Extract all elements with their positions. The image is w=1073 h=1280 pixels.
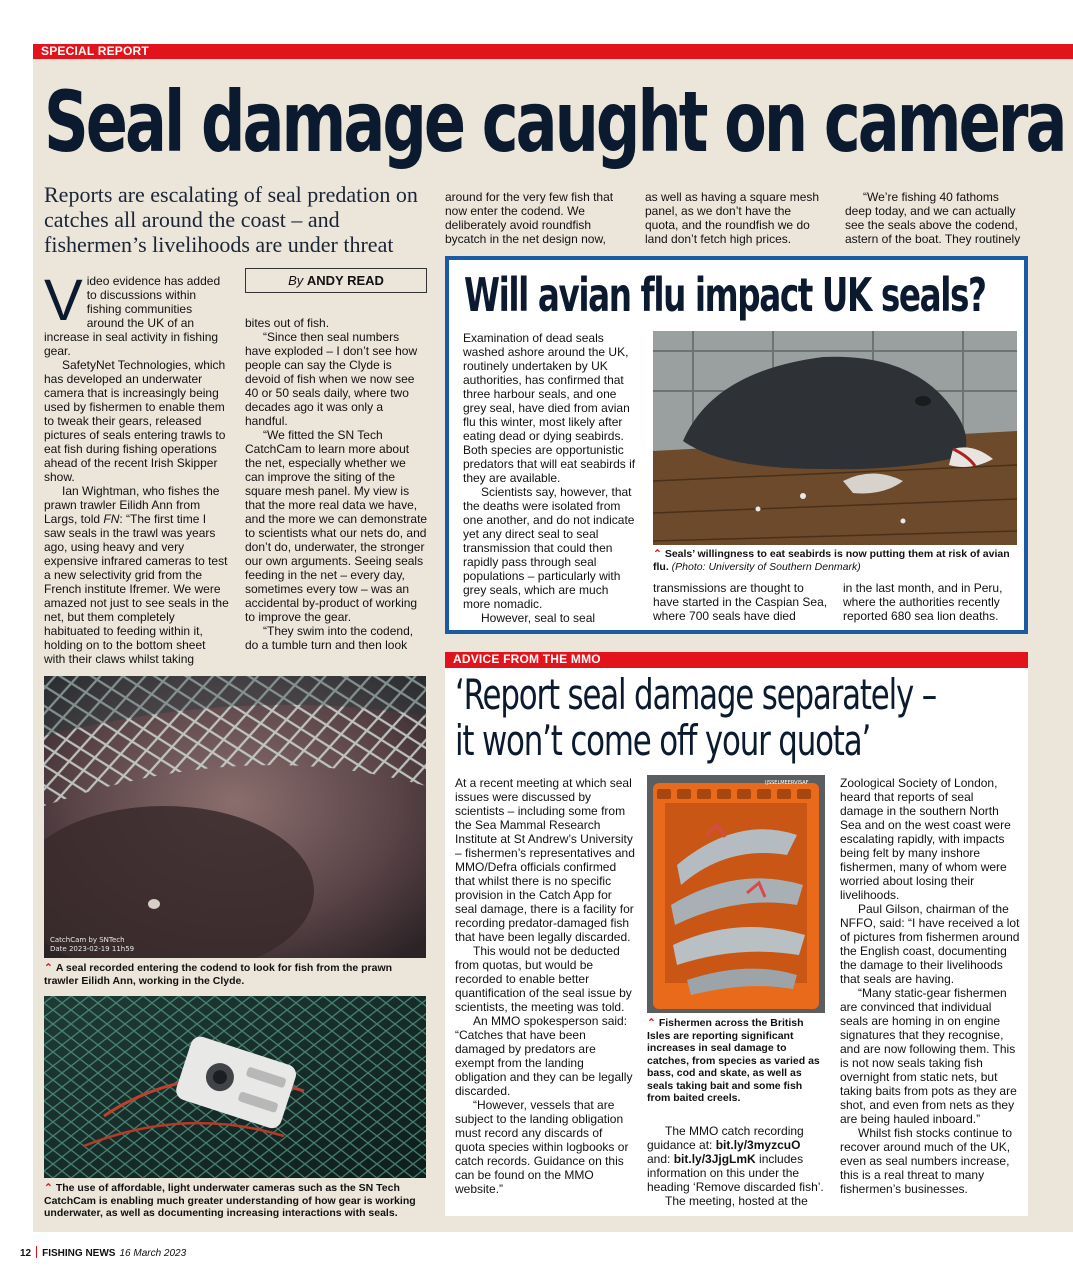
- caret-up-icon: ⌃: [44, 1182, 53, 1194]
- catchcam-net-image: [44, 996, 426, 1178]
- article-paragraph: Examination of dead seals washed ashore around the UK, routinely undertaken by UK authorities, has confirmed that three harbour seals, and one grey seal, have died from avian flu this winter, most likely after eating dead or dying seabirds. Both species are opportunistic predators that will eat seabirds if they are available.: [463, 331, 636, 485]
- standfirst: Reports are escalating of seal predation on catches all around the coast – and fishermen’s livelihoods are under threat: [44, 182, 418, 257]
- mmo-label-text: ADVICE FROM THE MMO: [453, 652, 601, 666]
- photo1-caption: [44, 962, 426, 987]
- caret-up-icon: ⌃: [44, 962, 53, 974]
- main-article-col2: [245, 316, 428, 652]
- camera-overlay-line2: Date 2023-02-19 11h59: [50, 945, 135, 953]
- article-paragraph: “Many static-gear fishermen are convinced that individual seals are homing in on engine signatures that they recognise, and are now following them. This is not now seals taking fish overnight from static nets, but taking baits from pots as they are shot, and even from nets as they are being hauled inboard.”: [840, 986, 1017, 1126]
- caption-text: Fishermen across the British Isles are reporting significant increases in seal damage to catches, from species as varied as bass, cod and skate, as well as seals taking bait and some fish from baited creels.: [647, 1017, 820, 1104]
- caption-text: A seal recorded entering the codend to look for fish from the prawn trawler Eilidh Ann, working in the Clyde.: [44, 962, 393, 987]
- mmo-headline: [455, 672, 1043, 764]
- article-paragraph: An MMO spokesperson said: “Catches that have been damaged by predators are exempt from the landing obligation and they can be legally discarded.: [455, 1014, 633, 1098]
- byline: [245, 268, 427, 293]
- caret-up-icon: ⌃: [653, 548, 662, 560]
- text-run: : “The first time I saw seals in the trawl was years ago, using heavy and very expensive infrared cameras to test a new selectivity grid from the French institute Ifremer. We were amazed not just to see seals in the net, but them completely habituated to feeding within it, holding on to the bottom sheet with their claws whilst taking: [44, 512, 229, 666]
- photo-credit: (Photo: University of Southern Denmark): [671, 560, 861, 573]
- main-article-col1: [44, 268, 230, 666]
- avian-flu-col1: [463, 331, 637, 625]
- article-paragraph: [647, 1124, 827, 1194]
- mmo-col1: [455, 776, 635, 1196]
- drop-cap: V: [44, 268, 83, 333]
- byline-author: ANDY READ: [306, 273, 384, 288]
- article-paragraph: “We’re fishing 40 fathoms deep today, and we can actually see the seals above the codend, astern of the boat. They routinely: [845, 190, 1021, 246]
- section-label-text: SPECIAL REPORT: [41, 44, 149, 58]
- crate-stencil-text: IJSSELMEERVISAF: [765, 780, 809, 786]
- article-paragraph: “Since then seal numbers have exploded – I don’t see how people can say the Clyde is devoid of fish when we now see 40 or 50 seals daily, where two decades ago it was only a handful.: [245, 330, 418, 428]
- article-paragraph: “We fitted the SN Tech CatchCam to learn more about the net, especially whether we can improve the siting of the square mesh panel. My view is that the more real data we have, and the more we can demonstrate to scientists what our nets do, and don’t do, underwater, the stronger our own arguments. Seeing seals feeding in the net – every day, sometimes every tow – was an accidental by-product of working to improve the gear.: [245, 428, 428, 624]
- caption-text: The use of affordable, light underwater cameras such as the SN Tech CatchCam is enabling much greater understanding of how gear is working underwater, as well as documenting increasing interactions with seals.: [44, 1182, 416, 1219]
- page-footer: [20, 1246, 186, 1260]
- main-article-col3: around for the very few fish that now enter the codend. We deliberately avoid roundfish bycatch in the net design now,: [445, 190, 614, 246]
- article-paragraph: The meeting, hosted at the: [665, 1194, 808, 1208]
- avian-flu-headline: Will avian flu impact UK seals?: [464, 268, 986, 322]
- lead-text: ideo evidence has added to discussions within fishing communities around the UK of an increase in seal activity in fishing gear.: [44, 274, 221, 358]
- grey-seal-photo: [653, 331, 1017, 545]
- text-run: Ian Wightman, who fishes the prawn trawler Eilidh Ann from Largs, told: [44, 484, 220, 526]
- mmo-headline-line2: it won’t come off your quota’: [455, 716, 871, 765]
- avian-flu-col3: in the last month, and in Peru, where the authorities recently reported 680 sea lion deaths.: [843, 581, 1003, 623]
- text-run: and:: [647, 1152, 674, 1166]
- publication-abbrev: FN: [103, 512, 120, 526]
- fish-crate-photo: [647, 775, 825, 1013]
- article-paragraph: [44, 484, 230, 666]
- section-label: [33, 44, 1073, 59]
- camera-overlay-line1: CatchCam by SNTech: [50, 936, 125, 944]
- mmo-headline-line1: ‘Report seal damage separately –: [455, 670, 937, 719]
- article-paragraph: Whilst fish stocks continue to recover around much of the UK, even as seal numbers increase, this is a real threat to many fishermen’s businesses.: [840, 1126, 1013, 1196]
- mmo-col2: [647, 1124, 827, 1208]
- article-paragraph: Scientists say, however, that the deaths were isolated from one another, and do not indicate yet any direct seal to seal transmission that could then rapidly pass through seal populations – particularly with grey seals, which are much more nomadic.: [463, 485, 635, 611]
- caret-up-icon: ⌃: [647, 1017, 656, 1029]
- article-paragraph: SafetyNet Technologies, which has developed an underwater camera that is increasingly being used by fishermen to enable them to tweak their gears, released pictures of seals entering trawls to eat fish during fishing operations ahead of the recent Irish Skipper show.: [44, 358, 226, 484]
- guidance-link-1[interactable]: bit.ly/3myzcuO: [715, 1138, 801, 1152]
- fish-in-crate-image: [647, 775, 825, 1013]
- guidance-link-2[interactable]: bit.ly/3JjgLmK: [673, 1152, 756, 1166]
- article-paragraph: “However, vessels that are subject to the landing obligation must record any discards of quota species within logbooks or catch records. Guidance on this can be found on the MMO website.”: [455, 1098, 629, 1196]
- main-article-col5: [845, 190, 1027, 246]
- main-headline: Seal damage caught on camera: [44, 73, 1065, 171]
- photo2-caption: [44, 1182, 426, 1220]
- seal-eating-bird-image: [653, 331, 1017, 545]
- publication-name: FISHING NEWS: [42, 1248, 116, 1259]
- page-number: 12: [20, 1248, 32, 1259]
- main-article-col4: as well as having a square mesh panel, as we don’t have the quota, and the roundfish we do land don’t fetch high prices.: [645, 190, 820, 246]
- text-run: The MMO catch recording guidance at:: [647, 1124, 804, 1152]
- article-paragraph: bites out of fish.: [245, 316, 330, 330]
- avian-flu-caption: [653, 548, 1017, 573]
- mmo-col3: [840, 776, 1020, 1196]
- article-paragraph: “They swim into the codend, do a tumble turn and then look: [245, 624, 414, 652]
- footer-divider: [36, 1246, 37, 1258]
- mmo-section-label: [445, 652, 1028, 668]
- text-run: includes information on this under the heading ‘Remove discarded fish’.: [647, 1152, 824, 1194]
- fish-crate-caption: [647, 1017, 825, 1105]
- catchcam-photo: [44, 996, 426, 1178]
- article-paragraph: Zoological Society of London, heard that reports of seal damage in the southern North Sea and on the west coast were escalating rapidly, with impacts being felt by many inshore fishermen, many of whom were worried about losing their livelihoods.: [840, 776, 1011, 902]
- avian-flu-col2: transmissions are thought to have started in the Caspian Sea, where 700 seals have died: [653, 581, 828, 623]
- seal-in-codend-photo: [44, 676, 426, 958]
- byline-prefix: By: [288, 273, 304, 288]
- article-paragraph: This would not be deducted from quotas, but would be recorded to enable better quantification of the seal issue by scientists, the meeting was told.: [455, 944, 632, 1014]
- article-paragraph: However, seal to seal: [481, 611, 596, 625]
- lead-paragraph: [44, 268, 230, 358]
- underwater-net-image: [44, 676, 426, 958]
- article-paragraph: Paul Gilson, chairman of the NFFO, said: “I have received a lot of pictures from fishermen around the English coast, documenting the damage to their livelihoods that seals are having.: [840, 902, 1020, 986]
- caption-text: Seals’ willingness to eat seabirds is now putting them at risk of avian flu.: [653, 548, 1010, 573]
- article-paragraph: At a recent meeting at which seal issues were discussed by scientists – including some from the Sea Mammal Research Institute at St Andrew’s University – fishermen’s representatives and MMO/Defra officials confirmed that whilst there is no specific provision in the Catch App for seal damage, there is a facility for recording predator-damaged fish that have been legally discarded.: [455, 776, 635, 944]
- issue-date: 16 March 2023: [119, 1248, 187, 1259]
